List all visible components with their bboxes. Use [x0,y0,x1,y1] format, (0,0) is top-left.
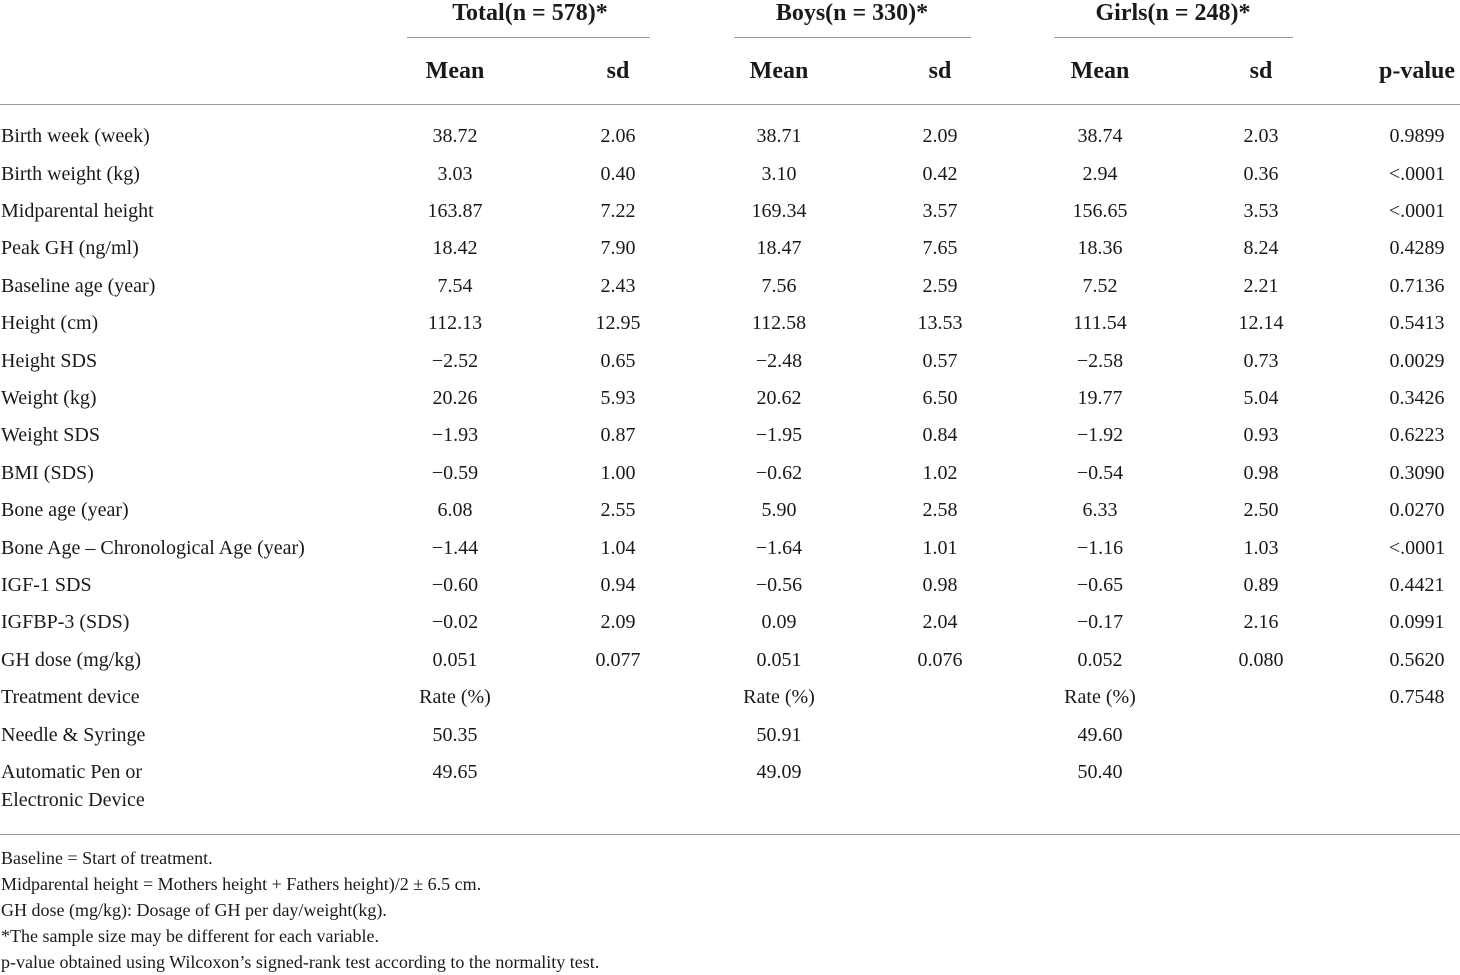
cell-p-value: 0.4289 [1389,237,1445,259]
cell-total-mean: 49.65 [432,761,478,783]
group-header-boys: Boys(n = 330)* [775,0,929,26]
cell-p-value: 0.3426 [1389,387,1445,409]
cell-p-value: 0.7136 [1389,275,1445,297]
cell-boys-sd: 0.98 [922,574,958,596]
group-underline-boys [734,37,971,38]
cell-girls-sd: 12.14 [1238,312,1284,334]
cell-p-value: 0.0991 [1389,611,1445,633]
cell-p-value: 0.6223 [1389,424,1445,446]
cell-p-value: 0.9899 [1389,125,1445,147]
group-header-girls: Girls(n = 248)* [1095,0,1251,26]
cell-boys-sd: 3.57 [922,200,958,222]
cell-total-sd: 1.04 [600,537,636,559]
cell-boys-mean: 169.34 [751,200,807,222]
note-baseline: Baseline = Start of treatment. [1,848,213,868]
row-label: Height SDS [1,350,98,372]
cell-total-mean: 3.03 [437,163,473,185]
row-label: Automatic Pen or [1,761,143,783]
group-underline-total [407,37,650,38]
cell-girls-mean: −0.17 [1076,611,1124,633]
cell-total-mean: −1.93 [431,424,479,446]
cell-total-sd: 2.09 [600,611,636,633]
cell-total-mean: 18.42 [432,237,478,259]
cell-boys-mean: 0.051 [756,649,802,671]
cell-boys-mean: 3.10 [761,163,797,185]
cell-boys-sd: 2.59 [922,275,958,297]
cell-girls-mean: −0.54 [1076,462,1124,484]
subheader-total-mean: Mean [425,58,485,84]
cell-total-sd: 2.55 [600,499,636,521]
cell-girls-mean: 49.60 [1077,724,1123,746]
cell-total-sd: 1.00 [600,462,636,484]
note-sample-size: *The sample size may be different for each variable. [1,926,379,946]
cell-girls-mean: 19.77 [1077,387,1123,409]
cell-total-sd: 0.87 [600,424,636,446]
cell-girls-sd: 8.24 [1243,237,1279,259]
cell-girls-mean: 7.52 [1082,275,1118,297]
row-label: Birth weight (kg) [1,163,140,185]
cell-girls-mean: 18.36 [1077,237,1123,259]
cell-girls-mean: −0.65 [1076,574,1124,596]
cell-boys-sd: 0.57 [922,350,958,372]
cell-boys-sd: 6.50 [922,387,958,409]
cell-boys-mean: 18.47 [756,237,802,259]
cell-girls-mean: −1.16 [1076,537,1124,559]
group-underline-girls [1054,37,1293,38]
cell-boys-sd: 2.58 [922,499,958,521]
cell-boys-mean: 20.62 [756,387,802,409]
cell-total-sd: 7.22 [600,200,636,222]
cell-p-value: 0.0270 [1389,499,1445,521]
cell-p-value: 0.7548 [1389,686,1445,708]
subheader-total-sd: sd [606,58,630,84]
subheader-girls-mean: Mean [1070,58,1130,84]
row-label: IGFBP-3 (SDS) [1,611,130,633]
note-gh-dose: GH dose (mg/kg): Dosage of GH per day/weight(kg). [1,900,387,920]
row-label: Weight (kg) [1,387,97,409]
cell-total-mean: 50.35 [432,724,478,746]
cell-boys-mean: −0.62 [755,462,803,484]
cell-p-value: <.0001 [1388,537,1446,559]
row-label-continuation: Electronic Device [1,789,145,811]
cell-boys-sd: 2.09 [922,125,958,147]
row-label: Midparental height [1,200,154,222]
row-label: Peak GH (ng/ml) [1,237,139,259]
cell-boys-mean: −1.64 [755,537,803,559]
row-label: Birth week (week) [1,125,150,147]
cell-girls-mean: 38.74 [1077,125,1123,147]
cell-p-value: 0.5413 [1389,312,1445,334]
cell-total-mean: 6.08 [437,499,473,521]
cell-p-value: <.0001 [1388,163,1446,185]
cell-total-sd: 2.06 [600,125,636,147]
row-label: Treatment device [1,686,140,708]
cell-total-mean: Rate (%) [419,686,491,708]
cell-total-mean: −1.44 [431,537,479,559]
cell-girls-sd: 2.21 [1243,275,1279,297]
cell-total-sd: 0.40 [600,163,636,185]
cell-boys-mean: −2.48 [755,350,803,372]
cell-boys-mean: 38.71 [756,125,802,147]
row-label: IGF-1 SDS [1,574,92,596]
cell-total-sd: 5.93 [600,387,636,409]
cell-boys-mean: 49.09 [756,761,802,783]
cell-girls-mean: −2.58 [1076,350,1124,372]
cell-boys-sd: 1.02 [922,462,958,484]
cell-boys-sd: 0.076 [917,649,963,671]
cell-girls-mean: 2.94 [1082,163,1118,185]
cell-boys-mean: −0.56 [755,574,803,596]
cell-boys-sd: 7.65 [922,237,958,259]
cell-boys-mean: 7.56 [761,275,797,297]
cell-girls-mean: 111.54 [1073,312,1127,334]
cell-boys-sd: 13.53 [917,312,963,334]
cell-total-sd: 0.077 [595,649,641,671]
note-midparental: Midparental height = Mothers height + Fathers height)/2 ± 6.5 cm. [1,874,482,894]
cell-girls-sd: 1.03 [1243,537,1279,559]
cell-boys-mean: Rate (%) [743,686,815,708]
row-label: Bone age (year) [1,499,129,521]
cell-girls-sd: 2.50 [1243,499,1279,521]
cell-boys-mean: 112.58 [751,312,807,334]
cell-girls-sd: 2.03 [1243,125,1279,147]
subheader-girls-sd: sd [1249,58,1273,84]
cell-girls-sd: 2.16 [1243,611,1279,633]
cell-boys-mean: 0.09 [761,611,797,633]
cell-girls-sd: 5.04 [1243,387,1279,409]
cell-total-mean: −0.60 [431,574,479,596]
cell-total-mean: −0.02 [431,611,479,633]
cell-girls-sd: 0.73 [1243,350,1279,372]
cell-total-sd: 0.94 [600,574,636,596]
cell-girls-mean: 156.65 [1072,200,1128,222]
subheader-p-value: p-value [1378,58,1455,84]
cell-girls-mean: 6.33 [1082,499,1118,521]
footer-rule [0,834,1460,835]
cell-total-mean: −2.52 [431,350,479,372]
cell-girls-mean: Rate (%) [1064,686,1136,708]
cell-boys-sd: 2.04 [922,611,958,633]
cell-boys-mean: 5.90 [761,499,797,521]
cell-girls-sd: 0.89 [1243,574,1279,596]
cell-total-mean: −0.59 [431,462,479,484]
row-label: GH dose (mg/kg) [1,649,141,671]
row-label: BMI (SDS) [1,462,94,484]
cell-total-mean: 7.54 [437,275,473,297]
cell-p-value: <.0001 [1388,200,1446,222]
cell-p-value: 0.4421 [1389,574,1445,596]
cell-boys-sd: 0.42 [922,163,958,185]
cell-girls-sd: 0.080 [1238,649,1284,671]
cell-girls-sd: 0.36 [1243,163,1279,185]
group-header-total: Total(n = 578)* [452,0,608,26]
cell-total-mean: 0.051 [432,649,478,671]
header-rule [0,104,1460,105]
cell-p-value: 0.3090 [1389,462,1445,484]
cell-girls-mean: −1.92 [1076,424,1124,446]
row-label: Weight SDS [1,424,100,446]
cell-girls-mean: 0.052 [1077,649,1123,671]
cell-girls-sd: 3.53 [1243,200,1279,222]
subheader-boys-mean: Mean [749,58,809,84]
cell-boys-sd: 1.01 [922,537,958,559]
row-label: Needle & Syringe [1,724,146,746]
row-label: Height (cm) [1,312,99,334]
cell-boys-mean: −1.95 [755,424,803,446]
cell-girls-mean: 50.40 [1077,761,1123,783]
cell-total-sd: 0.65 [600,350,636,372]
cell-total-sd: 7.90 [600,237,636,259]
table-notes [1,845,599,975]
cell-total-sd: 2.43 [600,275,636,297]
cell-total-mean: 112.13 [427,312,483,334]
cell-p-value: 0.5620 [1389,649,1445,671]
note-p-value: p-value obtained using Wilcoxon’s signed-rank test according to the normality test. [1,952,600,972]
cell-girls-sd: 0.93 [1243,424,1279,446]
cell-total-sd: 12.95 [595,312,641,334]
cell-boys-mean: 50.91 [756,724,802,746]
cell-total-mean: 38.72 [432,125,478,147]
subheader-boys-sd: sd [928,58,952,84]
cell-total-mean: 20.26 [432,387,478,409]
row-label: Bone Age – Chronological Age (year) [1,537,305,559]
cell-boys-sd: 0.84 [922,424,958,446]
cell-p-value: 0.0029 [1389,350,1445,372]
cell-girls-sd: 0.98 [1243,462,1279,484]
cell-total-mean: 163.87 [427,200,483,222]
row-label: Baseline age (year) [1,275,156,297]
